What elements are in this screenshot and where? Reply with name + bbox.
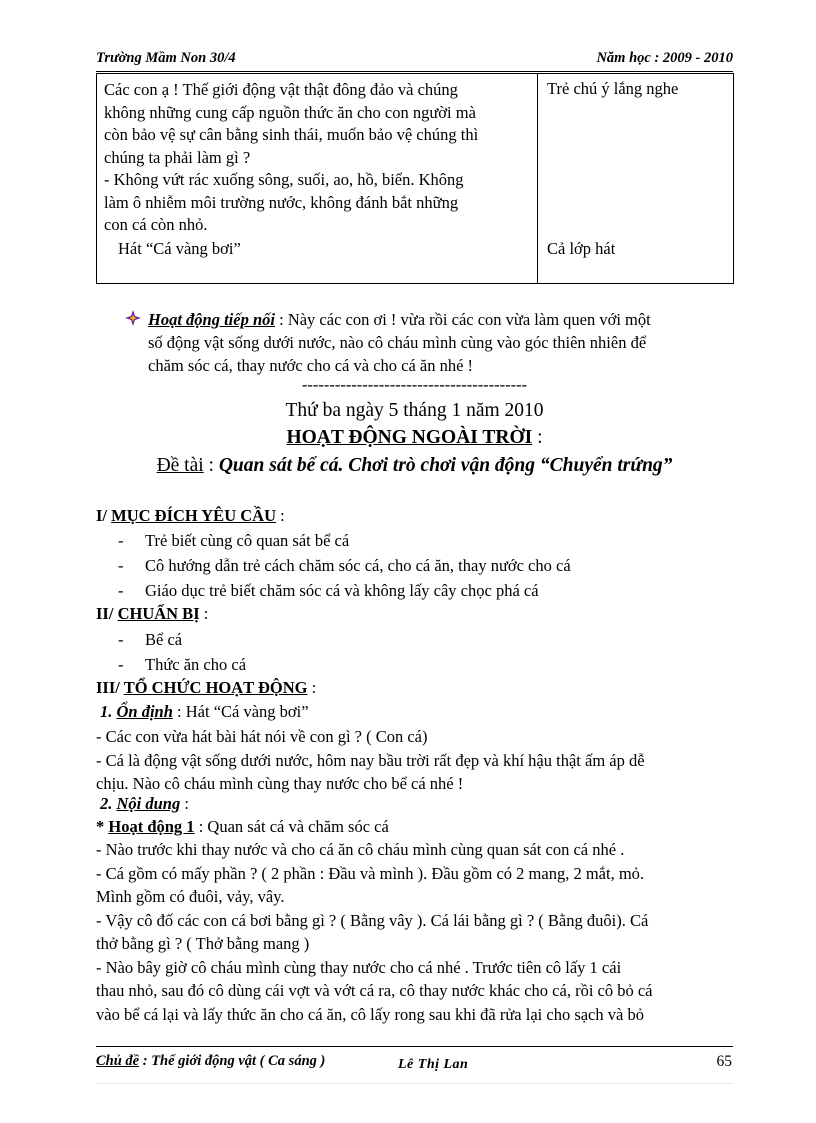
table-sing-text: Hát “Cá vàng bơi” — [118, 239, 241, 258]
body-line: Mình gồm có đuôi, vảy, vây. — [96, 887, 285, 906]
footer-rest: : Thế giới động vật ( Ca sáng ) — [139, 1053, 326, 1069]
page-number: 65 — [716, 1053, 732, 1070]
body-line: thau nhỏ, sau đó cô dùng cái vợt và vớt cá ra, cô thay nước khác cho cá, rồi cô bỏ cá — [96, 981, 653, 1000]
section-1-title: MỤC ĐÍCH YÊU CẦU — [111, 506, 276, 525]
header-rule — [96, 71, 733, 72]
followup-text: : Này các con ơi ! vừa rồi các con vừa làm quen với một — [274, 310, 651, 329]
body-line: - Cá gồm có mấy phần ? ( 2 phần : Đầu và mình ). Đầu gồm có 2 mang, 2 mắt, mỏ. — [96, 863, 645, 883]
body-line: thở bằng gì ? ( Thở bằng mang ) — [96, 934, 310, 953]
topic-sep: : — [203, 455, 219, 476]
header-school: Trường Mầm Non 30/4 — [96, 50, 236, 66]
section-1-heading — [96, 506, 285, 526]
body-line: - Cá là động vật sống dưới nước, hôm nay bầu trời rất đẹp và khí hậu thật ấm áp dễ — [96, 750, 645, 770]
step-2-num: 2. — [100, 794, 117, 813]
topic-text: Quan sát bể cá. Chơi trò chơi vận động “Chuyển trứng” — [218, 455, 673, 476]
list-dash: - — [118, 655, 124, 674]
followup-label: Hoạt động tiếp nối — [148, 310, 275, 329]
topic-line — [96, 455, 733, 477]
table-line: - Không vứt rác xuống sông, suối, ao, hồ, biển. Không — [104, 170, 464, 189]
activity-1-rest: : Quan sát cá và chăm sóc cá — [194, 817, 389, 836]
body-block-a — [96, 725, 645, 796]
table-line: còn bảo vệ sự cân bằng sinh thái, muốn bảo vệ chúng thì — [104, 125, 479, 144]
step-1-line — [100, 702, 309, 722]
list-item: Trẻ biết cùng cô quan sát bể cá — [145, 531, 350, 550]
table-line: làm ô nhiễm môi trường nước, không đánh bắt những — [104, 192, 459, 212]
section-2-num: II/ — [96, 604, 118, 623]
activity-1-line — [96, 817, 389, 837]
list-dash: - — [118, 581, 124, 600]
body-line: - Các con vừa hát bài hát nói về con gì ? ( Con cá) — [96, 727, 428, 746]
date-line: Thứ ba ngày 5 tháng 1 năm 2010 — [285, 400, 544, 421]
body-line: - Nào bây giờ cô cháu mình cùng thay nước cho cá nhé . Trước tiên cô lấy 1 cái — [96, 957, 622, 977]
list-dash: - — [118, 556, 124, 575]
activity-title — [96, 427, 733, 449]
step-1-num: 1. — [100, 702, 117, 721]
topic-label: Đề tài — [156, 455, 204, 476]
body-line: vào bể cá lại và lấy thức ăn cho cá ăn, cô lấy rong sau khi đã rửa lại cho sạch và bỏ — [96, 1004, 644, 1024]
table-line: con cá còn nhỏ. — [104, 215, 208, 234]
body-block-b — [96, 838, 653, 1026]
followup-line-2: số động vật sống dưới nước, nào cô cháu mình cùng vào góc thiên nhiên để — [148, 333, 647, 352]
page-bottom-dots — [96, 1083, 733, 1084]
section-1-num: I/ — [96, 506, 112, 525]
footer-rule — [96, 1046, 733, 1047]
activity-title-text: HOẠT ĐỘNG NGOÀI TRỜI — [286, 427, 533, 448]
table-listen-text: Trẻ chú ý lắng nghe — [547, 79, 679, 98]
step-2-rest: : — [180, 794, 189, 813]
list-item: Thức ăn cho cá — [145, 655, 247, 674]
followup-line-1 — [148, 310, 651, 330]
header-year: Năm học : 2009 - 2010 — [596, 50, 733, 66]
followup-line-3: chăm sóc cá, thay nước cho cá và cho cá ăn nhé ! — [148, 356, 474, 375]
body-line: - Vậy cô đố các con cá bơi bằng gì ? ( Bằng vây ). Cá lái bằng gì ? ( Bằng đuôi). Cá — [96, 910, 649, 930]
section-2-colon: : — [199, 604, 209, 623]
table-line: không những cung cấp nguồn thức ăn cho con người mà — [104, 102, 476, 122]
step-1-rest: : Hát “Cá vàng bơi” — [172, 702, 309, 721]
list-dash: - — [118, 630, 124, 649]
section-3-title: TỔ CHỨC HOẠT ĐỘNG — [123, 678, 308, 697]
step-2-line — [100, 794, 189, 814]
section-1-colon: : — [275, 506, 285, 525]
body-line: chịu. Nào cô cháu mình cùng thay nước cho bể cá nhé ! — [96, 774, 464, 793]
section-3-heading — [96, 678, 316, 698]
list-item: Cô hướng dẫn trẻ cách chăm sóc cá, cho cá ăn, thay nước cho cá — [145, 556, 571, 575]
table-line: chúng ta phải làm gì ? — [104, 147, 251, 167]
list-item: Giáo dục trẻ biết chăm sóc cá và không lấy cây chọc phá cá — [145, 581, 539, 600]
step-2-title: Nội dung — [116, 794, 181, 813]
list-item: Bể cá — [145, 630, 183, 649]
list-dash: - — [118, 531, 124, 550]
diamond-bullet-icon — [124, 309, 142, 332]
section-2-title: CHUẨN BỊ — [117, 604, 200, 623]
body-line: - Nào trước khi thay nước và cho cá ăn cô cháu mình cùng quan sát con cá nhé . — [96, 840, 625, 859]
activity-1-title: Hoạt động 1 — [108, 817, 195, 836]
footer-topic — [96, 1053, 325, 1070]
section-3-num: III/ — [96, 678, 124, 697]
footer-author: Lê Thị Lan — [398, 1057, 469, 1072]
step-1-title: Ổn định — [116, 702, 173, 721]
table-class-sing-text: Cả lớp hát — [547, 239, 616, 258]
section-2-heading — [96, 604, 208, 624]
footer-label: Chủ đề — [96, 1053, 140, 1069]
separator: ----------------------------------------- — [301, 375, 528, 394]
table-left-text — [104, 79, 478, 237]
activity-title-colon: : — [532, 427, 543, 448]
table-line: Các con ạ ! Thế giới động vật thật đông đảo và chúng — [104, 80, 458, 99]
activity-1-star: * — [96, 817, 109, 836]
section-3-colon: : — [307, 678, 317, 697]
